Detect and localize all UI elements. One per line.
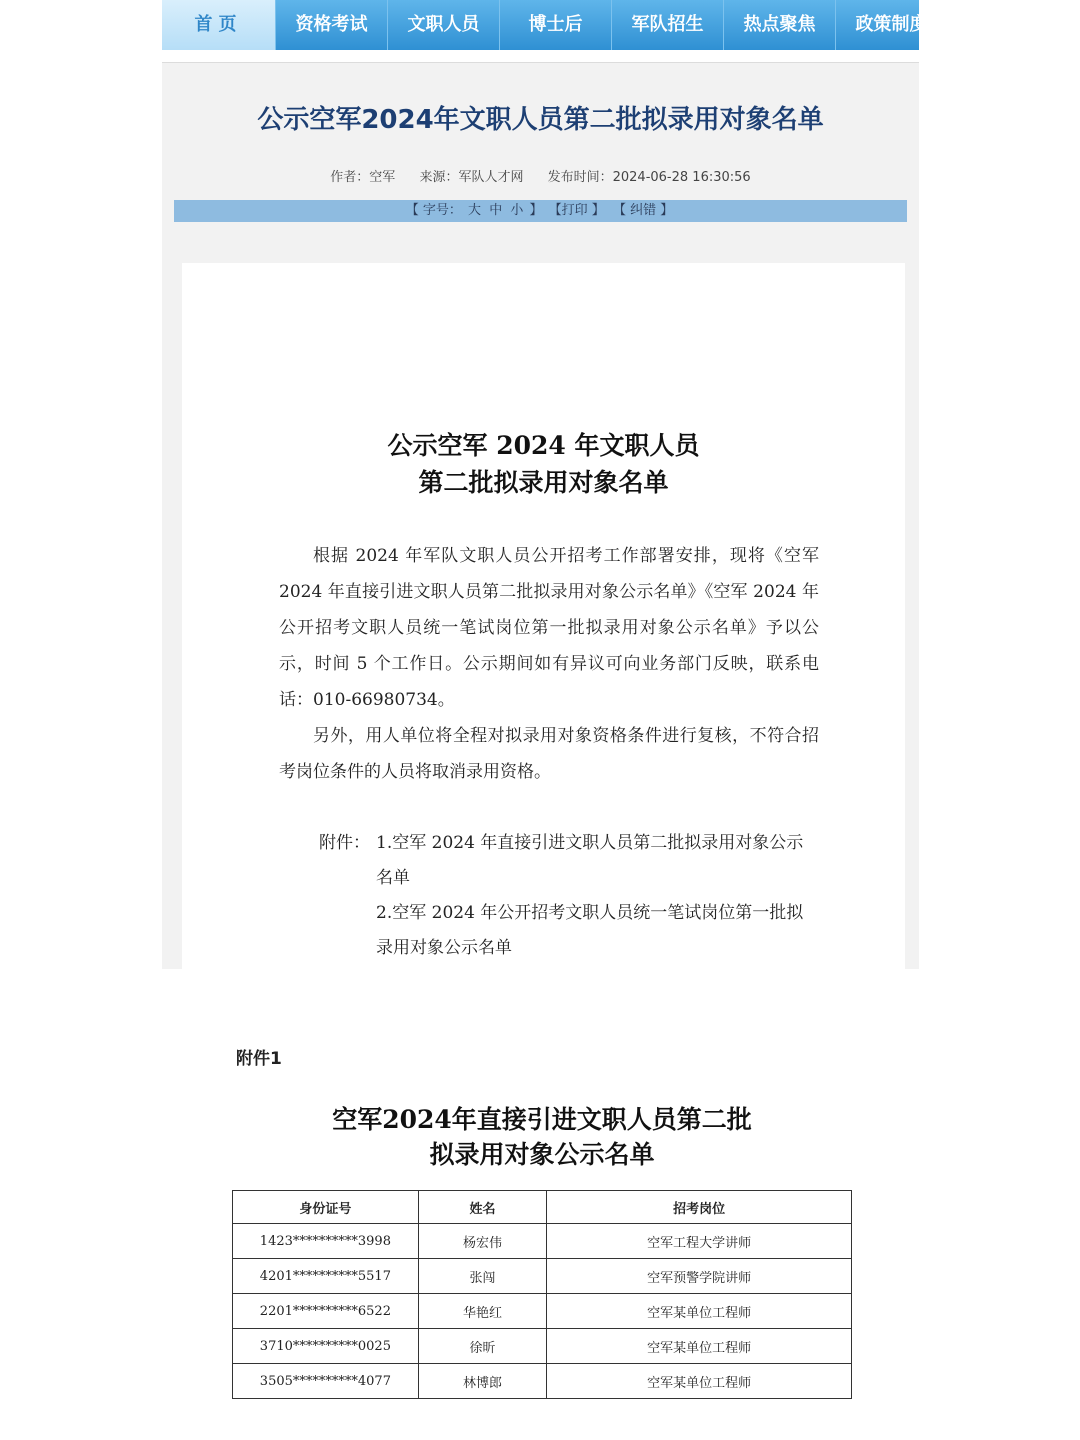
nav-item-military-admission[interactable]: 军队招生 [612,0,724,50]
report-error-button[interactable]: 【 纠错 】 [612,203,674,218]
cell-post: 空军某单位工程师 [547,1329,852,1364]
attachment1-title [232,1102,852,1172]
font-size-close-bracket: 】 [529,203,543,218]
cell-id: 2201**********6522 [233,1294,419,1329]
cell-name: 杨宏伟 [418,1224,547,1259]
font-size-large-button[interactable]: 大 [468,203,482,218]
document-body [279,538,819,790]
nav-item-home[interactable]: 首页 [162,0,276,50]
attachment1-heading: 附件1 [236,1049,282,1069]
article-source: 来源：军队人才网 [419,170,524,185]
column-header-id: 身份证号 [233,1191,419,1224]
cell-id: 3505**********4077 [233,1364,419,1399]
page-title: 公示空军2024年文职人员第二批拟录用对象名单 [257,105,824,135]
attachments-label: 附件： [319,833,370,853]
candidate-table [232,1190,852,1399]
font-size-small-button[interactable]: 小 [510,203,524,218]
font-size-medium-button[interactable]: 中 [489,203,503,218]
cell-name: 华艳红 [418,1294,547,1329]
nav-item-civilian-staff[interactable]: 文职人员 [388,0,500,50]
article-published-time: 发布时间：2024-06-28 16:30:56 [547,170,751,185]
document-title-line1: 公示空军 2024 年文职人员 [387,431,700,460]
cell-post: 空军某单位工程师 [547,1364,852,1399]
cell-post: 空军预警学院讲师 [547,1259,852,1294]
table-row [233,1329,852,1364]
article-toolbar [174,200,907,222]
column-header-post: 招考岗位 [547,1191,852,1224]
cell-post: 空军工程大学讲师 [547,1224,852,1259]
table-row [233,1364,852,1399]
table-row [233,1294,852,1329]
nav-item-policy[interactable]: 政策制度 [855,14,928,35]
table-header-row [233,1191,852,1224]
column-header-name: 姓名 [418,1191,547,1224]
attachment-item-2: 2.空军 2024 年公开招考文职人员统一笔试岗位第一批拟录用对象公示名单 [376,903,804,958]
article-panel [162,62,919,969]
print-button[interactable]: 【打印 】 [548,203,605,218]
article-meta [162,166,919,185]
table-row [233,1259,852,1294]
nav-item-qualification-exam[interactable]: 资格考试 [276,0,388,50]
cell-post: 空军某单位工程师 [547,1294,852,1329]
document-title [182,427,905,501]
article-author: 作者：空军 [330,170,396,185]
document-paragraph-1: 根据 2024 年军队文职人员公开招考工作部署安排，现将《空军 2024 年直接引进文职人员第二批拟录用对象公示名单》《空军 2024 年公开招考文职人员统一笔试岗位第一批拟录用对象公示名单》予以公示，时间 5 个工作日。公示期间如有异议可向业务部门反映，联系电话：010-66980734。 [279,546,819,710]
cell-name: 林博郎 [418,1364,547,1399]
nav-item-postdoc[interactable]: 博士后 [500,0,612,50]
document-paragraph-2: 另外，用人单位将全程对拟录用对象资格条件进行复核，不符合招考岗位条件的人员将取消录用资格。 [279,726,819,782]
document-title-line2: 第二批拟录用对象名单 [418,468,669,497]
cell-name: 徐昕 [418,1329,547,1364]
attachment-item-1: 1.空军 2024 年直接引进文职人员第二批拟录用对象公示名单 [376,833,804,888]
table-row [233,1224,852,1259]
cell-id: 1423**********3998 [233,1224,419,1259]
top-nav [162,0,928,50]
attachment1-title-line1: 空军2024年直接引进文职人员第二批 [332,1105,752,1134]
attachment1-title-line2: 拟录用对象公示名单 [429,1140,655,1169]
cell-name: 张闯 [418,1259,547,1294]
document-page [182,263,905,983]
attachments-list [319,826,819,966]
font-size-label: 【 字号： [405,203,462,218]
nav-item-hot-topics[interactable]: 热点聚焦 [724,0,836,50]
cell-id: 3710**********0025 [233,1329,419,1364]
cell-id: 4201**********5517 [233,1259,419,1294]
